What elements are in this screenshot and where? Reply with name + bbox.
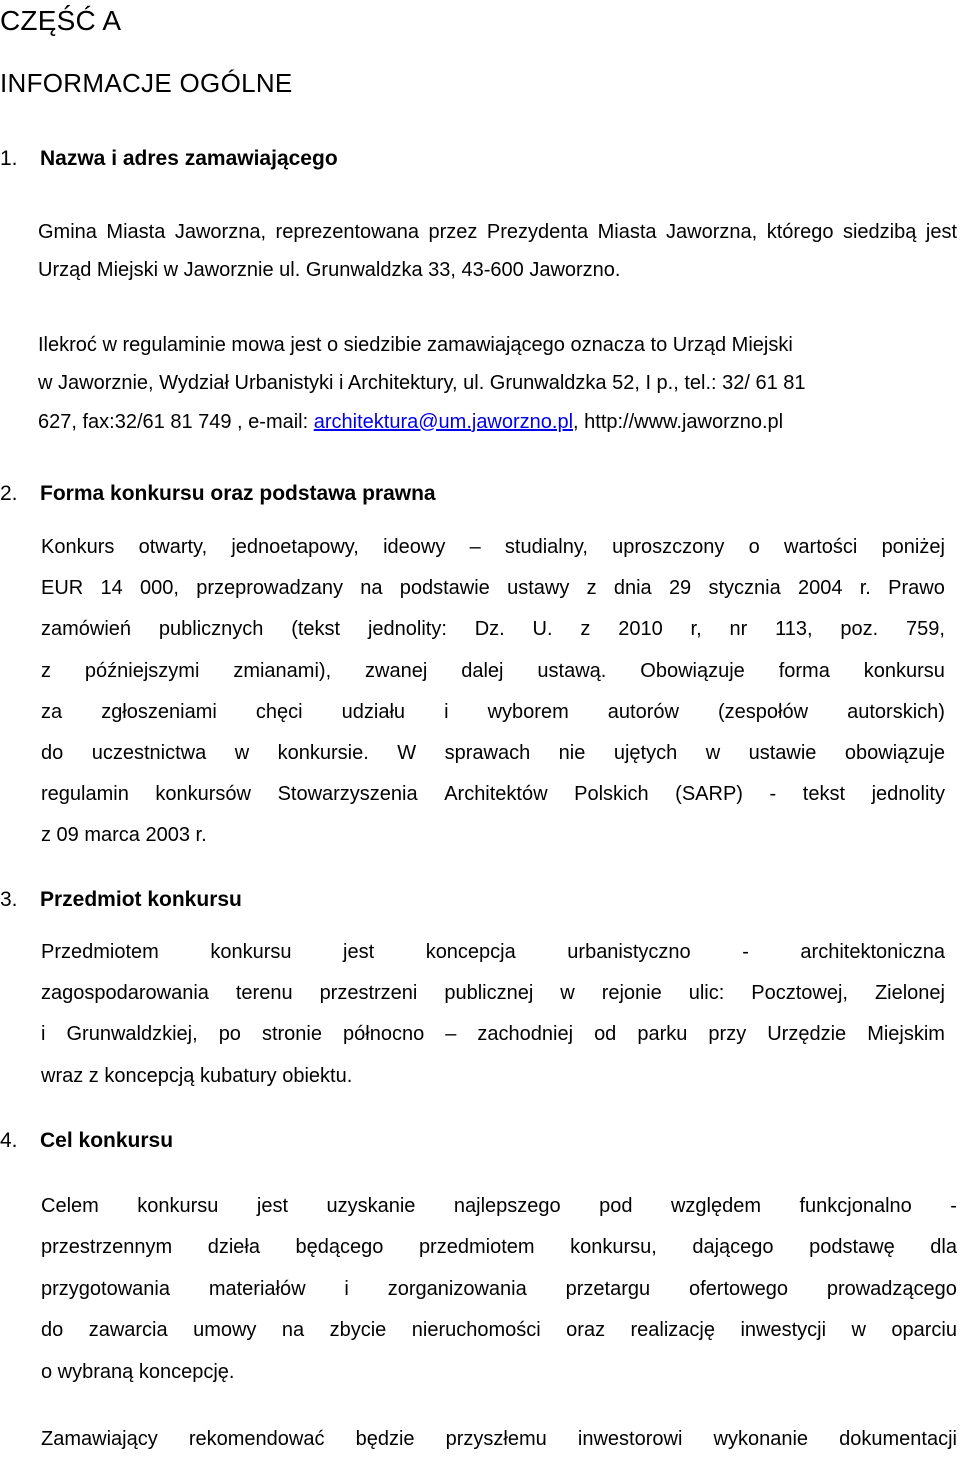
word: w bbox=[705, 742, 721, 765]
word: ustawy bbox=[507, 577, 570, 600]
word: Konkurs bbox=[41, 536, 115, 558]
word: przestrzennym bbox=[41, 1236, 173, 1259]
word: 29 bbox=[668, 577, 692, 600]
word: poniżej bbox=[881, 536, 945, 558]
email-link[interactable]: architektura@um.jaworzno.pl bbox=[313, 410, 574, 433]
word: Przedmiotem bbox=[41, 941, 159, 963]
word: jednolity bbox=[871, 783, 945, 806]
word: przeprowadzany bbox=[196, 577, 343, 600]
word: jednoetapowy, bbox=[231, 536, 359, 558]
word: inwestorowi bbox=[577, 1428, 683, 1450]
word: 000, bbox=[140, 577, 179, 600]
paragraph-line bbox=[41, 609, 945, 650]
section-2-paragraph bbox=[41, 527, 945, 857]
word: dalej bbox=[461, 659, 504, 682]
word: na bbox=[360, 577, 383, 600]
paragraph-line bbox=[41, 527, 945, 568]
word: z bbox=[586, 577, 597, 600]
word: w bbox=[234, 742, 250, 765]
paragraph-line bbox=[41, 1014, 945, 1055]
word: - bbox=[950, 1195, 957, 1217]
part-title: CZĘŚĆ A bbox=[0, 5, 122, 36]
word: sprawach bbox=[444, 742, 531, 765]
section-4-trailing-paragraph bbox=[41, 1419, 957, 1460]
word: podstawę bbox=[809, 1236, 895, 1259]
word: ideowy bbox=[383, 536, 446, 558]
word: przyszłemu bbox=[445, 1428, 547, 1450]
section-3-heading bbox=[0, 886, 242, 914]
word: z bbox=[41, 659, 51, 682]
paragraph-line bbox=[41, 733, 945, 774]
word: prowadzącego bbox=[826, 1277, 957, 1300]
word: urbanistyczno bbox=[567, 941, 691, 963]
word: realizację bbox=[630, 1319, 715, 1342]
word: ofertowego bbox=[688, 1277, 788, 1300]
word: regulamin bbox=[41, 783, 129, 806]
word: Miejskim bbox=[867, 1023, 945, 1046]
word: zgłoszeniami bbox=[101, 700, 217, 723]
word: – bbox=[469, 536, 481, 558]
word: Pocztowej, bbox=[751, 982, 848, 1005]
word: materiałów bbox=[208, 1277, 306, 1300]
word: zagospodarowania bbox=[41, 982, 209, 1005]
section-number: 1. bbox=[0, 147, 18, 170]
section-1-heading bbox=[0, 145, 338, 173]
section-title: Przedmiot konkursu bbox=[40, 888, 242, 911]
word: wartości bbox=[783, 536, 858, 558]
section-2-heading bbox=[0, 480, 436, 508]
word: zwanej bbox=[365, 659, 428, 682]
word: konkursie. bbox=[277, 742, 369, 765]
word: dającego bbox=[692, 1236, 774, 1259]
paragraph-line bbox=[41, 692, 945, 733]
word: w bbox=[560, 982, 575, 1005]
word: Dz. bbox=[474, 618, 505, 641]
word: przedmiotem bbox=[418, 1236, 535, 1259]
word: EUR bbox=[41, 577, 84, 600]
word: po bbox=[218, 1023, 241, 1046]
word: ulic: bbox=[688, 982, 725, 1005]
paragraph-line bbox=[41, 568, 945, 609]
word: rekomendować bbox=[188, 1428, 325, 1450]
section-1-paragraph-1: Gmina Miasta Jaworzna, reprezentowana przez Prezydenta Miasta Jaworzna, którego siedzibą jest Urząd Miejski w Jaworznie ul. Grunwaldzka 33, 43-600 Jaworzno. bbox=[38, 221, 957, 282]
word: ustawą. bbox=[537, 659, 607, 682]
word: Grunwaldzkiej, bbox=[66, 1023, 198, 1046]
word: 14 bbox=[100, 577, 123, 600]
word: wyborem bbox=[487, 700, 569, 723]
word: konkursu bbox=[863, 659, 945, 682]
word: na bbox=[281, 1319, 305, 1342]
section-title: Forma konkursu oraz podstawa prawna bbox=[40, 482, 436, 505]
word: – bbox=[445, 1023, 457, 1046]
word: za bbox=[41, 700, 63, 723]
word: uzyskanie bbox=[326, 1195, 416, 1217]
paragraph-line bbox=[41, 932, 945, 973]
word: Zielonej bbox=[874, 982, 945, 1005]
section-number: 4. bbox=[0, 1129, 18, 1152]
word: zachodniej bbox=[477, 1023, 574, 1046]
word: obowiązuje bbox=[844, 742, 945, 765]
word: umowy bbox=[193, 1319, 257, 1342]
section-4-heading bbox=[0, 1127, 173, 1155]
word: Architektów bbox=[444, 783, 548, 806]
word: konkursów bbox=[155, 783, 251, 806]
word: przestrzeni bbox=[319, 982, 418, 1005]
word: Celem bbox=[41, 1195, 99, 1217]
word: dla bbox=[930, 1236, 957, 1259]
paragraph-line bbox=[41, 973, 945, 1014]
word: 759, bbox=[906, 618, 945, 641]
word: inwestycji bbox=[740, 1319, 827, 1342]
word: poz. bbox=[840, 618, 879, 641]
word: do bbox=[41, 1319, 64, 1342]
word: uczestnictwa bbox=[91, 742, 207, 765]
word: chęci bbox=[255, 700, 303, 723]
word: koncepcja bbox=[425, 941, 516, 963]
word: będzie bbox=[355, 1428, 415, 1450]
section-4-paragraph bbox=[41, 1186, 957, 1393]
word: oraz bbox=[566, 1319, 606, 1342]
word: terenu bbox=[235, 982, 293, 1005]
word: r. bbox=[859, 577, 871, 600]
word: funkcjonalno bbox=[799, 1195, 912, 1217]
paragraph-line bbox=[41, 651, 945, 692]
word: będącego bbox=[295, 1236, 384, 1259]
word: 2004 bbox=[797, 577, 843, 600]
word: północno bbox=[343, 1023, 425, 1046]
word: - bbox=[742, 941, 749, 963]
paragraph-line bbox=[41, 1186, 957, 1227]
section-number: 2. bbox=[0, 482, 18, 505]
paragraph-line: wraz z koncepcją kubatury obiektu. bbox=[41, 1064, 353, 1087]
word: otwarty, bbox=[138, 536, 208, 558]
word: jest bbox=[256, 1195, 289, 1217]
word: zbycie bbox=[329, 1319, 387, 1342]
word: Obowiązuje bbox=[640, 659, 745, 682]
word: późniejszymi bbox=[84, 659, 200, 682]
word: do bbox=[41, 742, 64, 765]
word: forma bbox=[778, 659, 830, 682]
word: parku bbox=[637, 1023, 688, 1046]
section-group-title: INFORMACJE OGÓLNE bbox=[0, 68, 293, 98]
word: autorów bbox=[607, 700, 679, 723]
word: stycznia bbox=[708, 577, 781, 600]
word: Prawo bbox=[888, 577, 945, 600]
word: udziału bbox=[341, 700, 406, 723]
word: autorskich) bbox=[847, 700, 945, 723]
word: uproszczony bbox=[612, 536, 725, 558]
word: studialny, bbox=[504, 536, 588, 558]
word: Zamawiający bbox=[41, 1428, 158, 1450]
word: konkursu bbox=[137, 1195, 219, 1217]
word: w bbox=[851, 1319, 866, 1342]
word: Urzędzie bbox=[767, 1023, 847, 1046]
word: pod bbox=[599, 1195, 633, 1217]
section-title: Nazwa i adres zamawiającego bbox=[40, 147, 338, 170]
word: przygotowania bbox=[41, 1277, 170, 1300]
word: konkursu bbox=[210, 941, 292, 963]
word: nr bbox=[729, 618, 748, 641]
paragraph-line bbox=[41, 774, 945, 815]
word: konkursu, bbox=[570, 1236, 657, 1259]
word: dokumentacji bbox=[839, 1428, 957, 1450]
word: nie bbox=[558, 742, 586, 765]
word: publicznej bbox=[444, 982, 534, 1005]
word: zamówień bbox=[41, 618, 132, 641]
paragraph-line: o wybraną koncepcję. bbox=[41, 1360, 235, 1383]
section-1-paragraph-2 bbox=[38, 326, 957, 441]
word: ustawie bbox=[748, 742, 817, 765]
paragraph-line: w Jaworznie, Wydział Urbanistyki i Architektury, ul. Grunwaldzka 52, I p., tel.: 32/ 61 81 bbox=[38, 372, 806, 395]
word: przetargu bbox=[565, 1277, 651, 1300]
word: - bbox=[769, 783, 777, 806]
word: (SARP) bbox=[675, 783, 743, 806]
word: ujętych bbox=[613, 742, 678, 765]
word: nieruchomości bbox=[411, 1319, 541, 1342]
word: z bbox=[580, 618, 591, 641]
section-title: Cel konkursu bbox=[40, 1129, 174, 1152]
paragraph-line bbox=[41, 1227, 957, 1268]
word: podstawie bbox=[399, 577, 490, 600]
word: (zespołów bbox=[718, 700, 809, 723]
section-number: 3. bbox=[0, 888, 18, 911]
word: o bbox=[748, 536, 760, 558]
word: wykonanie bbox=[713, 1428, 809, 1450]
paragraph-line bbox=[41, 1310, 957, 1351]
word: zmianami), bbox=[233, 659, 332, 682]
word: (tekst bbox=[291, 618, 341, 641]
paragraph-line bbox=[41, 1419, 957, 1460]
word: 113, bbox=[775, 618, 813, 641]
word: architektoniczna bbox=[800, 941, 945, 963]
word: r, bbox=[690, 618, 702, 641]
word: oparciu bbox=[891, 1319, 957, 1342]
word: od bbox=[594, 1023, 617, 1046]
word: względem bbox=[670, 1195, 761, 1217]
word: rejonie bbox=[601, 982, 662, 1005]
word: i bbox=[444, 700, 449, 723]
paragraph-line bbox=[41, 1269, 957, 1310]
word: i bbox=[41, 1023, 46, 1046]
word: dzieła bbox=[207, 1236, 260, 1259]
paragraph-line: z 09 marca 2003 r. bbox=[41, 824, 207, 847]
word: przy bbox=[708, 1023, 747, 1046]
word: dnia bbox=[613, 577, 652, 600]
word: Polskich bbox=[574, 783, 649, 806]
word: zawarcia bbox=[88, 1319, 168, 1342]
word: najlepszego bbox=[453, 1195, 561, 1217]
word: publicznych bbox=[158, 618, 264, 641]
word: W bbox=[397, 742, 417, 765]
paragraph-line: Ilekroć w regulaminie mowa jest o siedzibie zamawiającego oznacza to Urząd Miejski bbox=[38, 334, 793, 356]
word: jednolity: bbox=[367, 618, 447, 641]
word: jest bbox=[343, 941, 375, 963]
word: zorganizowania bbox=[387, 1277, 527, 1300]
word: stronie bbox=[261, 1023, 322, 1046]
word: 2010 bbox=[618, 618, 663, 641]
word: i bbox=[344, 1277, 349, 1300]
word: U. bbox=[532, 618, 553, 641]
word: tekst bbox=[802, 783, 846, 806]
paragraph-line: 627, fax:32/61 81 749 , e-mail: architektura@um.jaworzno.pl, http://www.jaworzno.pl bbox=[38, 410, 784, 433]
section-3-paragraph bbox=[41, 932, 945, 1097]
word: Stowarzyszenia bbox=[277, 783, 418, 806]
